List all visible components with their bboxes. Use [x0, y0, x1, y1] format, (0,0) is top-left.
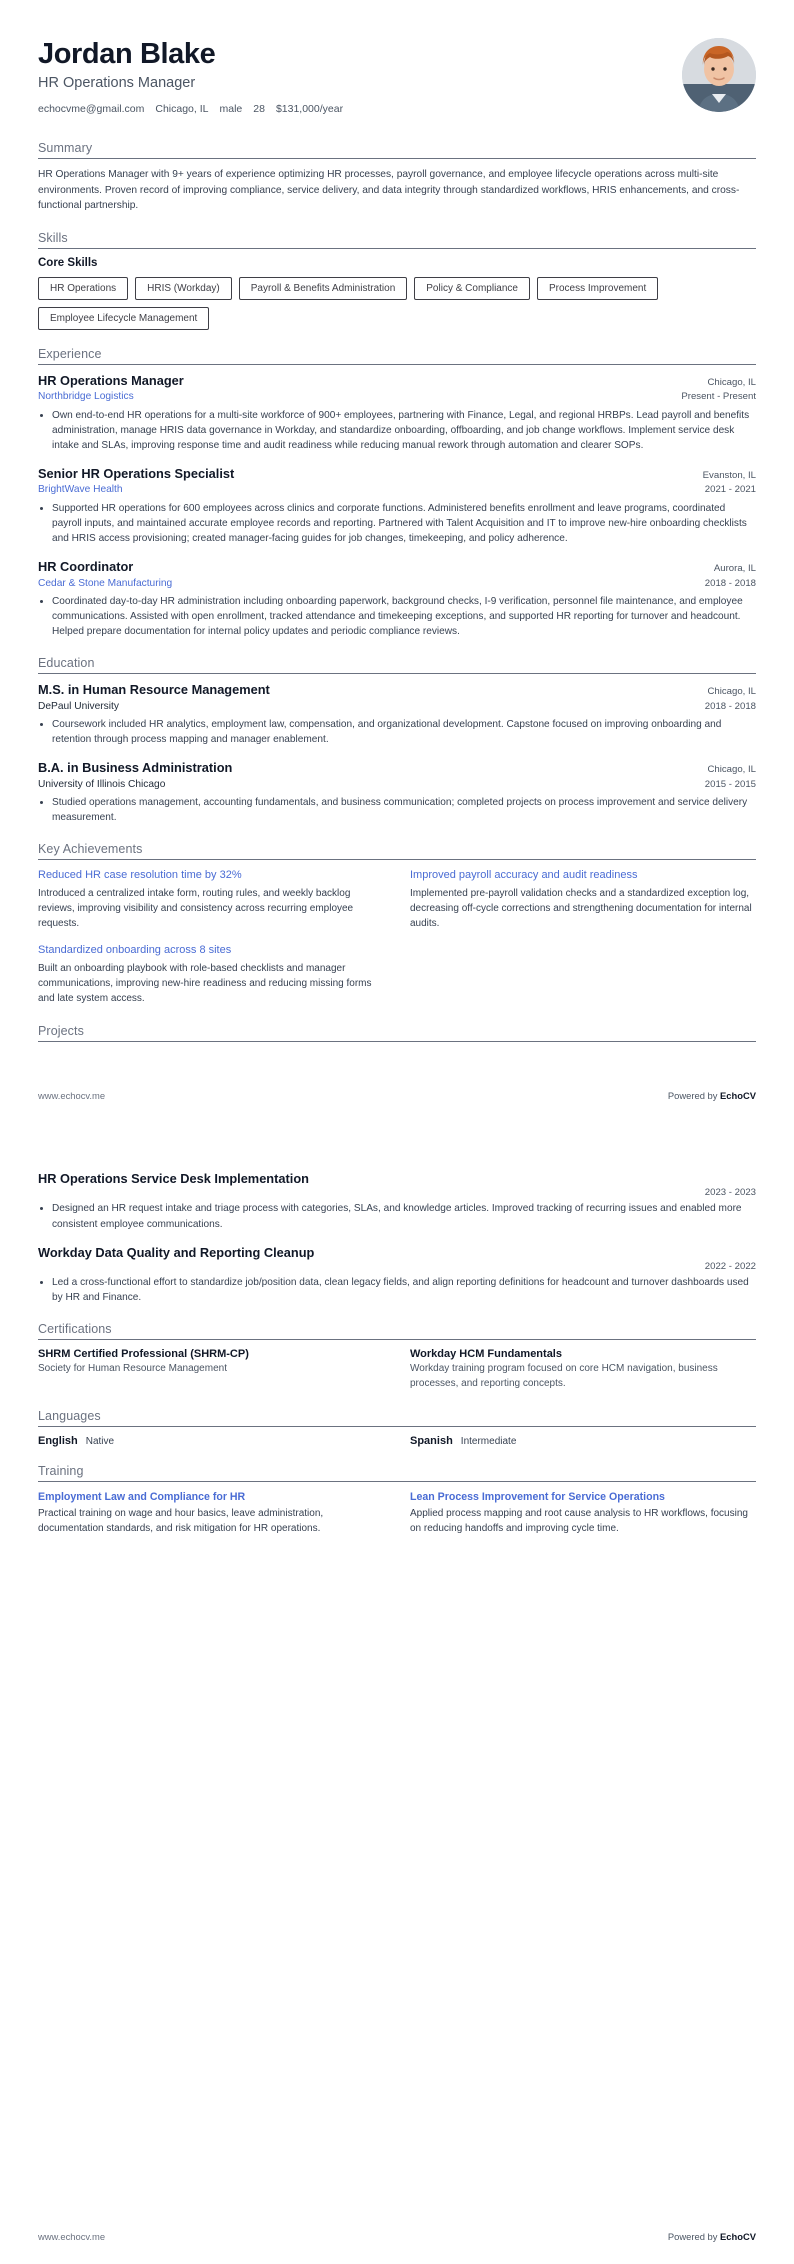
bullet-item: • Studied operations management, accounting fundamentals, and business communication; completed projects on process improvement and service delivery measurement.: [52, 795, 756, 825]
achievement-title: Improved payroll accuracy and audit readiness: [410, 869, 638, 882]
footer-site[interactable]: www.echocv.me: [38, 1090, 106, 1101]
experience-location: Chicago, IL: [707, 376, 756, 388]
language-name: English: [38, 1434, 78, 1447]
resume-page-1: [0, 0, 794, 1123]
section-projects: [38, 1171, 756, 1305]
skill-chip[interactable]: Employee Lifecycle Management: [38, 307, 209, 330]
language-level: Native: [85, 1435, 115, 1447]
project-title: HR Operations Service Desk Implementation: [38, 1171, 309, 1186]
experience-entry: [38, 373, 756, 453]
section-projects-heading: [38, 1024, 756, 1042]
experience-location: Evanston, IL: [702, 470, 756, 482]
education-bullets: [38, 795, 756, 825]
certification-issuer: Workday training program focused on core HCM navigation, business processes, and reporting concepts.: [410, 1363, 718, 1389]
section-title-summary: Summary: [38, 141, 756, 159]
certification-name: SHRM Certified Professional (SHRM-CP): [38, 1348, 249, 1361]
project-bullets: [38, 1201, 756, 1231]
page-footer: [38, 1090, 756, 1101]
experience-location: Aurora, IL: [713, 563, 756, 575]
footer-brand: [668, 2231, 756, 2242]
achievement-item: [38, 943, 384, 1006]
experience-title: HR Operations Manager: [38, 372, 184, 388]
achievement-title: Reduced HR case resolution time by 32%: [38, 869, 242, 882]
project-bullets: [38, 1275, 756, 1305]
training-description: Practical training on wage and hour basics, leave administration, documentation standards, and risk mitigation for HR operations.: [38, 1507, 324, 1534]
certification-item: [410, 1348, 756, 1391]
certification-name: Workday HCM Fundamentals: [410, 1348, 562, 1361]
education-bullets: [38, 717, 756, 747]
skills-group-title: Core Skills: [38, 256, 98, 269]
education-school: DePaul University: [38, 700, 119, 712]
experience-bullets: [38, 501, 756, 546]
footer-powered-label: Powered by: [667, 1090, 721, 1101]
contact-line: [38, 103, 343, 115]
certifications-grid: [38, 1348, 756, 1391]
experience-entry: [38, 466, 756, 546]
footer-brand: [668, 1090, 756, 1101]
project-entry: [38, 1245, 756, 1306]
experience-org[interactable]: Northbridge Logistics: [38, 391, 134, 403]
training-item: [410, 1490, 756, 1537]
training-item: [38, 1490, 384, 1537]
bullet-item: • Own end-to-end HR operations for a multi-site workforce of 900+ employees, partnering with Finance, Legal, and regional HRBPs. Lead payroll and benefits administration, manage HRIS data governance in Workday, and standardize onboarding, offboarding, and job change workflows. Implement service desk intake and SLAs, improving response time and audit readiness while reducing manual rework through automation and clearer SOPs.: [52, 408, 756, 453]
experience-dates: 2018 - 2018: [704, 577, 756, 589]
page-footer: [38, 2231, 756, 2242]
certification-issuer: Society for Human Resource Management: [38, 1363, 227, 1375]
bullet-item: • Designed an HR request intake and triage process with categories, SLAs, and knowledge articles. Improved tracking of recurring issues and enabled more consistent employee communications.: [52, 1201, 756, 1231]
experience-dates: Present - Present: [681, 391, 756, 403]
resume-header: [38, 36, 756, 115]
section-title-training: Training: [38, 1464, 756, 1482]
bullet-item: • Led a cross-functional effort to standardize job/position data, clean legacy fields, and align reporting definitions for headcount and turnover dashboards used by HR and Finance.: [52, 1275, 756, 1305]
achievement-description: Implemented pre-payroll validation checks and a standardized exception log, decreasing off-cycle corrections and strengthening documentation for internal audits.: [410, 887, 752, 929]
training-title: Employment Law and Compliance for HR: [38, 1490, 246, 1503]
avatar: [682, 38, 756, 112]
section-title-education: Education: [38, 656, 756, 674]
section-title-languages: Languages: [38, 1409, 756, 1427]
education-degree: B.A. in Business Administration: [38, 760, 233, 776]
experience-bullets: [38, 594, 756, 639]
education-location: Chicago, IL: [707, 686, 756, 698]
bullet-item: • Coursework included HR analytics, employment law, compensation, and organizational development. Capstone focused on improving onboarding and retention through process mapping and manager enablement.: [52, 717, 756, 747]
section-training: [38, 1464, 756, 1537]
experience-org[interactable]: BrightWave Health: [38, 484, 123, 496]
profile-photo-icon: [682, 38, 756, 112]
contact-email: echocvme@gmail.com: [38, 103, 145, 116]
language-item: [410, 1435, 756, 1447]
project-dates: 2022 - 2022: [704, 1261, 756, 1273]
bullet-item: • Coordinated day-to-day HR administration including onboarding paperwork, background checks, I-9 verification, personnel file maintenance, and employee communications. Assisted with open enrollment, tracked attendance and timekeeping exceptions, and supported HR reporting for turnover and headcount. Helped prepare documentation for internal policy updates and periodic compliance reviews.: [52, 594, 756, 639]
section-languages: [38, 1409, 756, 1447]
section-title-experience: Experience: [38, 347, 756, 365]
skills-chip-list: [38, 277, 756, 330]
training-description: Applied process mapping and root cause analysis to HR workflows, focusing on reducing handoffs and improving cycle time.: [410, 1507, 748, 1534]
skill-chip[interactable]: Process Improvement: [537, 277, 658, 300]
section-title-certifications: Certifications: [38, 1322, 756, 1340]
education-entry: [38, 682, 756, 747]
experience-org[interactable]: Cedar & Stone Manufacturing: [38, 577, 173, 589]
footer-brand-name: EchoCV: [720, 2231, 756, 2242]
section-summary: [38, 141, 756, 214]
skill-chip[interactable]: HRIS (Workday): [135, 277, 232, 300]
certification-item: [38, 1348, 384, 1391]
section-experience: [38, 347, 756, 639]
project-title: Workday Data Quality and Reporting Cleanup: [38, 1244, 315, 1260]
contact-gender: male: [219, 103, 243, 116]
achievement-item: [410, 868, 756, 931]
contact-location: Chicago, IL: [155, 103, 209, 116]
training-title: Lean Process Improvement for Service Operations: [410, 1490, 665, 1503]
achievements-column-left: [38, 868, 384, 1006]
section-title-projects: Projects: [38, 1024, 756, 1042]
page-title: Jordan Blake: [38, 38, 216, 70]
achievements-grid: [38, 868, 756, 1006]
skill-chip[interactable]: Policy & Compliance: [414, 277, 530, 300]
experience-dates: 2021 - 2021: [704, 484, 756, 496]
education-entry: [38, 760, 756, 825]
project-entry: [38, 1171, 756, 1232]
section-certifications: [38, 1322, 756, 1391]
section-education: [38, 656, 756, 825]
header-role: HR Operations Manager: [38, 75, 196, 92]
education-dates: 2015 - 2015: [704, 778, 756, 790]
achievement-item: [38, 868, 384, 931]
summary-text: HR Operations Manager with 9+ years of experience optimizing HR processes, payroll governance, and employee lifecycle operations across multi-site environments. Proven record of improving compliance, service delivery, and data integrity through standardized workflows, HRIS enhancements, and cross-functional partnership.: [38, 169, 740, 212]
bullet-item: • Supported HR operations for 600 employees across clinics and corporate functions. Administered benefits enrollment and leave programs, coordinated payroll inputs, and maintained accurate employee records and reporting. Partnered with Talent Acquisition and IT to improve new-hire onboarding checklists and HRIS access provisioning; created manager-facing guides for job changes, timekeeping, and policy adherence.: [52, 501, 756, 546]
language-item: [38, 1435, 384, 1447]
skill-chip[interactable]: Payroll & Benefits Administration: [239, 277, 408, 300]
experience-entry: [38, 559, 756, 639]
project-dates: 2023 - 2023: [704, 1187, 756, 1199]
achievements-column-right: [410, 868, 756, 1006]
achievement-description: Introduced a centralized intake form, routing rules, and weekly backlog reviews, improving visibility and consistency across recurring employee requests.: [38, 887, 354, 929]
experience-bullets: [38, 408, 756, 453]
contact-salary: $131,000/year: [275, 103, 344, 116]
section-skills: [38, 231, 756, 330]
achievement-description: Built an onboarding playbook with role-based checklists and manager communications, improving new-hire readiness and reducing missing forms and late system access.: [38, 963, 372, 1004]
education-location: Chicago, IL: [707, 764, 756, 776]
experience-title: Senior HR Operations Specialist: [38, 466, 235, 482]
education-school: University of Illinois Chicago: [38, 778, 166, 790]
section-title-skills: Skills: [38, 231, 756, 249]
skill-chip[interactable]: HR Operations: [38, 277, 128, 300]
contact-age: 28: [253, 103, 265, 116]
experience-title: HR Coordinator: [38, 559, 134, 575]
identity-block: [38, 36, 343, 115]
section-title-key-achievements: Key Achievements: [38, 842, 756, 860]
languages-grid: [38, 1435, 756, 1447]
section-key-achievements: [38, 842, 756, 1006]
achievement-title: Standardized onboarding across 8 sites: [38, 944, 232, 957]
training-grid: [38, 1490, 756, 1537]
education-dates: 2018 - 2018: [704, 700, 756, 712]
footer-brand-name: EchoCV: [720, 1090, 756, 1101]
language-name: Spanish: [410, 1434, 453, 1447]
footer-powered-label: Powered by: [667, 2231, 721, 2242]
page-separator: [0, 1123, 794, 1141]
education-degree: M.S. in Human Resource Management: [38, 682, 270, 698]
resume-page-2: [0, 1141, 794, 2264]
language-level: Intermediate: [460, 1435, 517, 1447]
footer-site[interactable]: www.echocv.me: [38, 2231, 106, 2242]
